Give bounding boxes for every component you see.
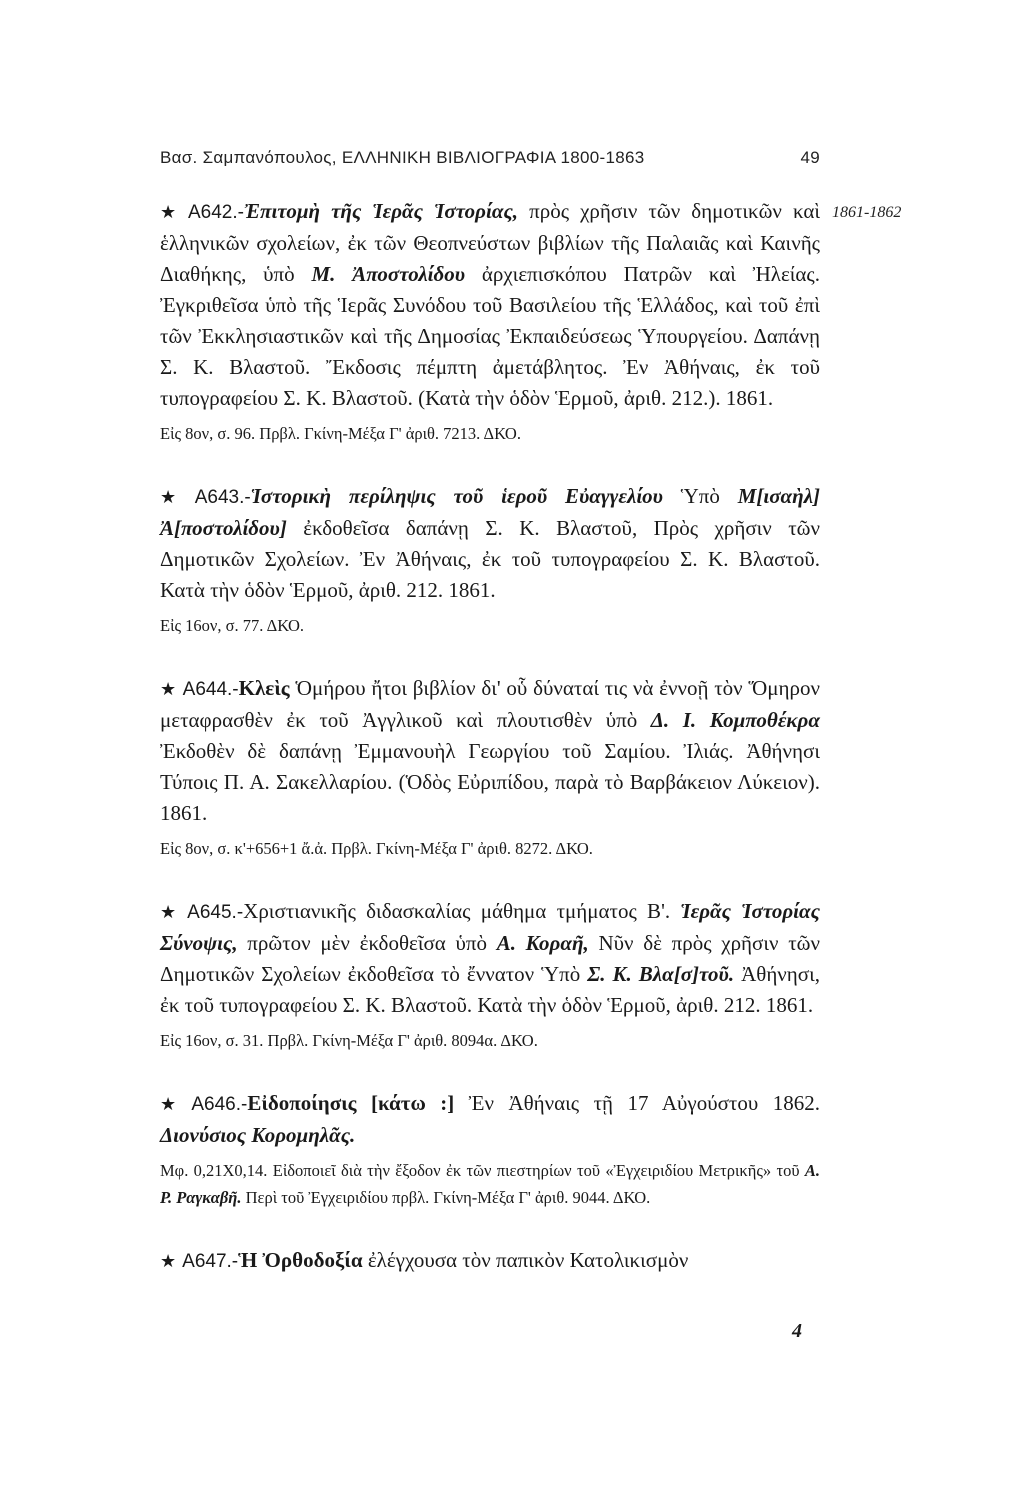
star-icon: ★ xyxy=(160,1094,186,1114)
page-number: 49 xyxy=(800,148,820,167)
entry-code: Α647.- xyxy=(182,1251,239,1272)
entry-code: Α644.- xyxy=(182,679,239,700)
list-item xyxy=(160,1088,820,1211)
entry-author: Μ. Ἀποστολίδου xyxy=(311,262,466,286)
entry-note-text: Περὶ τοῦ Ἐγχειριδίου πρβλ. Γκίνη-Μέξα Γ' ἀριθ. 9044. ΔΚΟ. xyxy=(241,1188,651,1207)
entry-title: Κλεὶς xyxy=(238,676,290,700)
entry-note-text: Μφ. 0,21Χ0,14. Εἰδοποιεῖ διὰ τὴν ἔξοδον ἐκ τῶν πιεστηρίων τοῦ «Ἐγχειριδίου Μετρικῆς» τοῦ xyxy=(160,1161,805,1180)
entry-body xyxy=(160,481,820,606)
entry-text: Χριστιανικῆς διδασκαλίας μάθημα τμήματος Β'. xyxy=(243,899,681,923)
list-item xyxy=(160,896,820,1054)
entry-body xyxy=(160,673,820,829)
entry-bracket: [κάτω :] xyxy=(356,1091,455,1115)
entry-text: Ὁμήρου ἤτοι βιβλίον δι' οὗ δύναταί τις νὰ ἐννοῇ τὸν Ὅμηρον μεταφρασθὲν ἐκ τοῦ Ἀγγλικοῦ καὶ πλουτισθὲν ὑπὸ xyxy=(160,676,820,732)
entry-code: Α645.- xyxy=(187,902,244,923)
running-head-text xyxy=(160,148,645,168)
header-author: Βασ. Σαμπανόπουλος, xyxy=(160,148,337,167)
entry-note xyxy=(160,1157,820,1211)
entry-text: πρὸς χρῆσιν τῶν δημοτικῶν καὶ ἑλληνικῶν σχολείων, ἐκ τῶν Θεοπνεύστων βιβλίων τῆς Παλαιᾶς καὶ Καινῆς Διαθήκης, ὑπὸ xyxy=(160,199,821,286)
entry-note: Εἰς 16ον, σ. 31. Πρβλ. Γκίνη-Μέξα Γ' ἀριθ. 8094α. ΔΚΟ. xyxy=(160,1031,538,1050)
entry-note-author: Α. Ρ. Ραγκαβῆ. xyxy=(160,1161,820,1207)
entry-text: ἐλέγχουσα τὸν παπικὸν Κατολικισμὸν xyxy=(362,1248,689,1272)
entry-author: Σ. Κ. Βλα[σ]τοῦ. xyxy=(587,962,735,986)
entry-code: Α646.- xyxy=(191,1094,248,1115)
entry-body xyxy=(160,896,820,1021)
entry-list xyxy=(160,196,820,1311)
star-icon: ★ xyxy=(160,202,182,222)
star-icon: ★ xyxy=(160,679,177,699)
entry-author: Μ[ισαὴλ] Ἀ[ποστολίδου] xyxy=(160,484,821,540)
list-item xyxy=(160,1245,820,1277)
star-icon: ★ xyxy=(160,487,189,507)
entry-title: Ἡ Ὀρθοδοξία xyxy=(238,1248,363,1272)
entry-title: Ἐπιτομὴ τῆς Ἱερᾶς Ἱστορίας, xyxy=(243,199,519,223)
entry-author: Δ. Ι. Κομποθέκρα xyxy=(650,708,820,732)
header-title: ΕΛΛΗΝΙΚΗ ΒΙΒΛΙΟΓΡΑΦΙΑ 1800-1863 xyxy=(341,148,645,167)
entry-text: Ἐν Ἀθήναις τῇ 17 Αὐγούστου 1862. xyxy=(454,1091,820,1115)
entry-code: Α643.- xyxy=(194,487,251,508)
signature-mark: 4 xyxy=(792,1320,802,1342)
entry-text: πρῶτον μὲν ἐκδοθεῖσα ὑπὸ xyxy=(237,931,497,955)
entry-body xyxy=(160,196,820,414)
entry-author: Α. Κοραῆ, xyxy=(496,931,589,955)
star-icon: ★ xyxy=(160,1251,177,1271)
list-item xyxy=(160,673,820,862)
star-icon: ★ xyxy=(160,902,182,922)
entry-text: ἀρχιεπισκόπου Πατρῶν καὶ Ἠλείας. Ἐγκριθεῖσα ὑπὸ τῆς Ἱερᾶς Συνόδου τοῦ Βασιλείου τῆς Ἑλλάδος, καὶ τοῦ ἐπὶ τῶν Ἐκκλησιαστικῶν καὶ τῆς Δημοσίας Ἐκπαιδεύσεως Ὑπουργείου. Δαπάνῃ Σ. Κ. Βλαστοῦ. Ἔκδοσις πέμπτη ἀμετάβλητος. Ἐν Ἀθήναις, ἐκ τοῦ τυπογραφείου Σ. Κ. Βλαστοῦ. (Κατὰ τὴν ὁδὸν Ἑρμοῦ, ἀριθ. 212.). 1861. xyxy=(160,262,820,410)
entry-text: ἐκδοθεῖσα δαπάνῃ Σ. Κ. Βλαστοῦ, Πρὸς χρῆσιν τῶν Δημοτικῶν Σχολείων. Ἐν Ἀθήναις, ἐκ τοῦ τυπογραφείου Σ. Κ. Βλαστοῦ. Κατὰ τὴν ὁδὸν Ἑρμοῦ, ἀριθ. 212. 1861. xyxy=(160,516,820,602)
entry-title: Εἰδοποίησις xyxy=(247,1091,357,1115)
entry-code: Α642.- xyxy=(187,202,244,223)
entry-text: Νῦν δὲ πρὸς χρῆσιν τῶν Δημοτικῶν Σχολείων ἐκδοθεῖσα τὸ ἔννατον Ὑπὸ xyxy=(160,931,820,986)
entry-title: Ἱερᾶς Ἱστορίας Σύνοψις, xyxy=(160,899,820,955)
entry-note: Εἰς 8ον, σ. κ'+656+1 ἄ.ἀ. Πρβλ. Γκίνη-Μέξα Γ' ἀριθ. 8272. ΔΚΟ. xyxy=(160,839,593,858)
entry-note: Εἰς 8ον, σ. 96. Πρβλ. Γκίνη-Μέξα Γ' ἀριθ. 7213. ΔΚΟ. xyxy=(160,424,521,443)
list-item xyxy=(160,196,820,447)
entry-author: Διονύσιος Κορομηλᾶς. xyxy=(160,1123,356,1147)
entry-text: Ἐκδοθὲν δὲ δαπάνῃ Ἐμμανουὴλ Γεωργίου τοῦ Σαμίου. Ἰλιάς. Ἀθήνησι Τύποις Π. Α. Σακελλαρίου. (Ὁδὸς Εὐριπίδου, παρὰ τὸ Βαρβάκειον Λύκειον). 1861. xyxy=(160,739,820,825)
margin-date-range: 1861-1862 xyxy=(832,204,902,221)
entry-body xyxy=(160,1088,820,1151)
entry-title: Ἱστορικὴ περίληψις τοῦ ἱεροῦ Εὐαγγελίου xyxy=(250,484,663,508)
entry-body xyxy=(160,1245,820,1277)
entry-text: Ὑπὸ xyxy=(662,484,738,508)
entry-text: Ἀθήνησι, ἐκ τοῦ τυπογραφείου Σ. Κ. Βλαστοῦ. Κατὰ τὴν ὁδὸν Ἑρμοῦ, ἀριθ. 212. 1861. xyxy=(160,962,820,1017)
running-head xyxy=(160,148,820,168)
entry-note: Εἰς 16ον, σ. 77. ΔΚΟ. xyxy=(160,616,305,635)
list-item xyxy=(160,481,820,639)
